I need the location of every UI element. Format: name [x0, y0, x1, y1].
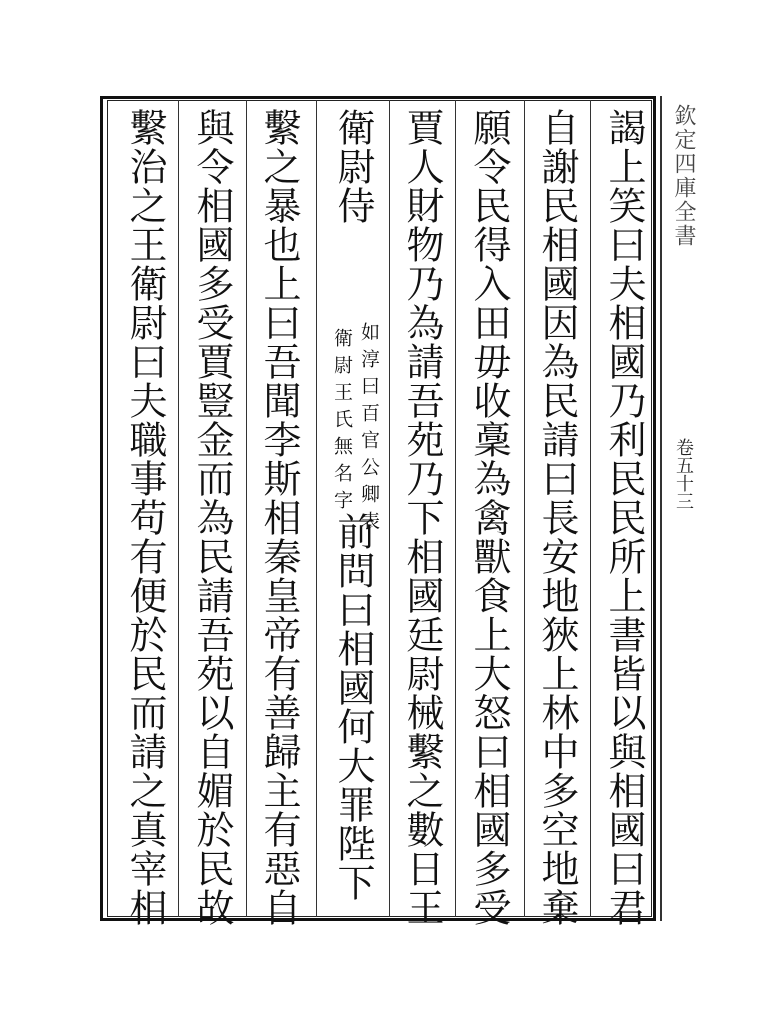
- text-column-7: [185, 100, 239, 927]
- column-text: 謁上笑曰夫相國乃利民民所上書皆以與相國曰君: [602, 108, 646, 927]
- text-column-5: [322, 100, 380, 917]
- margin-book-title: 欽定四庫全書: [671, 104, 696, 248]
- text-column-2: [530, 100, 584, 927]
- annotation-left: 衛尉王氏無名字: [331, 328, 353, 517]
- page-margin: [664, 98, 698, 918]
- column-text: 願令民得入田毋收稾為禽獸食上大怒曰相國多受: [467, 108, 511, 927]
- column-text: 繫治之王衛尉曰夫職事苟有便於民而請之真宰相: [123, 108, 167, 927]
- column-text: 繫之暴也上曰吾聞李斯相秦皇帝有善歸主有惡自: [257, 108, 301, 927]
- column-text: 自謝民相國因為民請曰長安地狹上林中多空地棄: [535, 108, 579, 927]
- column-text-lead: 衛尉侍: [331, 108, 375, 225]
- column-text-trail: 前問曰相國何大罪陛下: [331, 512, 375, 902]
- column-rule: [316, 100, 317, 917]
- column-rule: [455, 100, 456, 917]
- column-rule: [524, 100, 525, 917]
- text-column-8: [118, 100, 172, 927]
- margin-rule: [660, 96, 662, 921]
- column-text: 賈人財物乃為請吾苑乃下相國廷尉械繫之數日王: [400, 108, 444, 927]
- text-column-4: [395, 100, 449, 927]
- text-column-6: [252, 100, 306, 927]
- column-rule: [590, 100, 591, 917]
- annotation-right: 如淳曰百官公卿表: [358, 322, 380, 538]
- column-text: 與令相國多受賈豎金而為民請吾苑以自媚於民故: [190, 108, 234, 927]
- column-rule: [178, 100, 179, 917]
- text-column-1: [597, 100, 651, 927]
- column-rule: [389, 100, 390, 917]
- margin-volume-label: 卷五十三: [673, 438, 694, 510]
- column-rule: [246, 100, 247, 917]
- text-column-3: [462, 100, 516, 927]
